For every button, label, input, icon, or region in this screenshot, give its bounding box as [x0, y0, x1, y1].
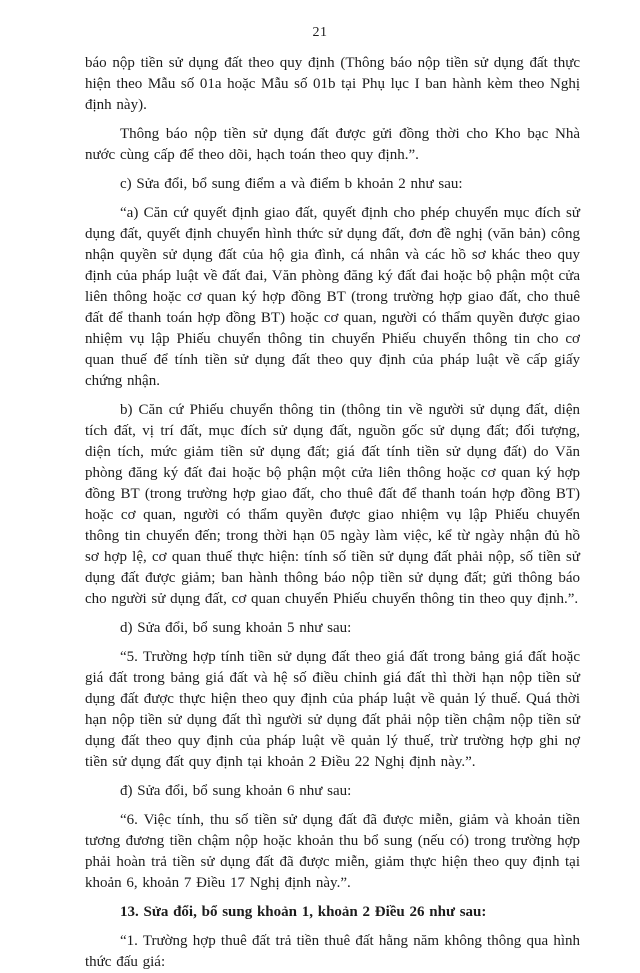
paragraph: c) Sửa đổi, bổ sung điểm a và điểm b khoản 2 như sau: [120, 176, 463, 192]
paragraph: 13. Sửa đổi, bổ sung khoản 1, khoản 2 Điều 26 như sau: [120, 904, 487, 920]
paragraph: d) Sửa đổi, bổ sung khoản 5 như sau: [120, 620, 352, 636]
document-body [85, 53, 580, 973]
paragraph: “5. Trường hợp tính tiền sử dụng đất theo giá đất trong bảng giá đất hoặc giá đất trong bảng giá đất và hệ số điều chỉnh giá đất thì thời hạn nộp tiền sử dụng đất được thực hiện theo quy định của pháp luật về quản lý thuế. Quá thời hạn nộp tiền sử dụng đất thì người sử dụng đất phải nộp tiền chậm nộp tiền sử dụng đất theo quy định của pháp luật về quản lý thuế, trừ trường hợp ghi nợ tiền sử dụng đất quy định tại khoản 2 Điều 22 Nghị định này.”. [85, 649, 580, 770]
paragraph: báo nộp tiền sử dụng đất theo quy định (Thông báo nộp tiền sử dụng đất thực hiện theo Mẫu số 01a hoặc Mẫu số 01b tại Phụ lục I ban hành kèm theo Nghị định này). [85, 55, 580, 113]
paragraph: b) Căn cứ Phiếu chuyển thông tin (thông tin về người sử dụng đất, diện tích đất, vị trí đất, mục đích sử dụng đất, nguồn gốc sử dụng đất; đối tượng, diện tích, mức giảm tiền sử dụng đất; giá đất tính tiền sử dụng đất) do Văn phòng đăng ký đất đai hoặc bộ phận một cửa liên thông hoặc cơ quan ký hợp đồng BT (trong trường hợp giao đất, cho thuê đất để thanh toán hợp đồng BT) hoặc cơ quan, người có thẩm quyền được giao nhiệm vụ lập Phiếu chuyển thông tin chuyển đến; trong thời hạn 05 ngày làm việc, kể từ ngày nhận đủ hồ sơ hợp lệ, cơ quan thuế thực hiện: tính số tiền sử dụng đất phải nộp, số tiền sử dụng đất được giảm; ban hành thông báo nộp tiền sử dụng đất; gửi thông báo cho người sử dụng đất, cơ quan chuyển Phiếu chuyển thông tin theo quy định.”. [85, 402, 580, 607]
paragraph: “1. Trường hợp thuê đất trả tiền thuê đất hằng năm không thông qua hình thức đấu giá: [85, 933, 580, 970]
paragraph: “a) Căn cứ quyết định giao đất, quyết định cho phép chuyển mục đích sử dụng đất, quyết định chuyển hình thức sử dụng đất, đơn đề nghị (văn bản) công nhận quyền sử dụng đất của hộ gia đình, cá nhân và các hồ sơ khác theo quy định của pháp luật về đất đai, Văn phòng đăng ký đất đai hoặc bộ phận một cửa liên thông hoặc cơ quan ký hợp đồng BT (trong trường hợp giao đất, cho thuê đất để thanh toán hợp đồng BT) hoặc cơ quan, người có thẩm quyền được giao nhiệm vụ lập Phiếu chuyển thông tin chuyển Phiếu chuyển thông tin cho cơ quan thuế để tính tiền sử dụng đất theo quy định của pháp luật về cấp giấy chứng nhận. [85, 205, 580, 389]
paragraph: đ) Sửa đổi, bổ sung khoản 6 như sau: [120, 783, 352, 799]
page-number: 21 [312, 25, 328, 40]
paragraph: “6. Việc tính, thu số tiền sử dụng đất đã được miễn, giảm và khoản tiền tương đương tiền chậm nộp hoặc khoản thu bổ sung (nếu có) trong trường hợp phải hoàn trả tiền sử dụng đất đã được miễn, giảm thực hiện theo quy định tại khoản 6, khoản 7 Điều 17 Nghị định này.”. [85, 812, 580, 891]
paragraph: Thông báo nộp tiền sử dụng đất được gửi đồng thời cho Kho bạc Nhà nước cùng cấp để theo dõi, hạch toán theo quy định.”. [85, 126, 580, 163]
